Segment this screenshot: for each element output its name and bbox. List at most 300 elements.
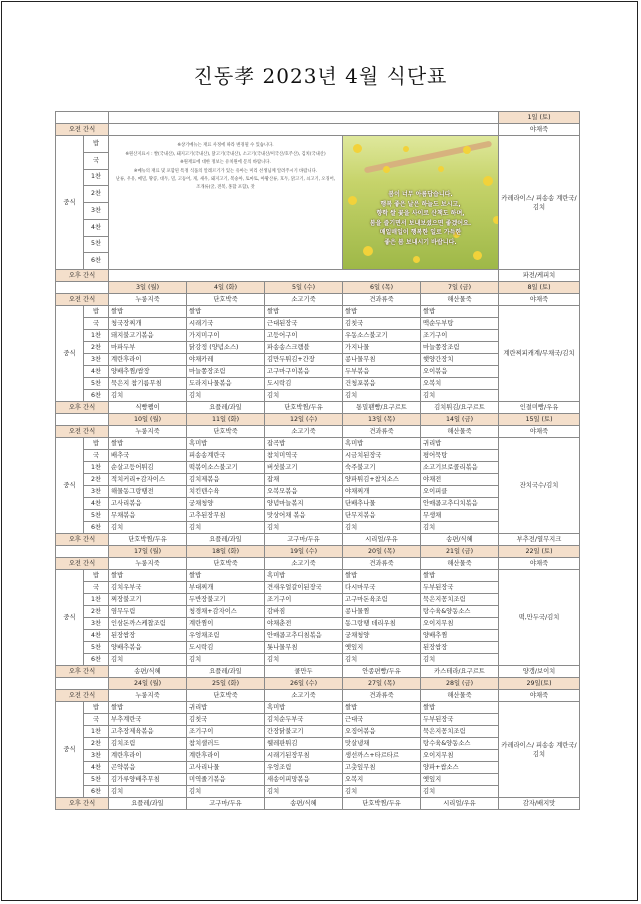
menu-item: 야채춘전: [265, 618, 343, 630]
menu-item: 잡채: [265, 474, 343, 486]
note-line: ※상기메뉴는 재료 사정에 따라 변경될 수 있습니다.: [177, 143, 274, 148]
morning-snack: 해산물죽: [421, 690, 499, 702]
item-label: 2찬: [84, 474, 109, 486]
menu-item: 곤약볶음: [109, 762, 187, 774]
afternoon-snack: 김치튀김/요구르트: [421, 402, 499, 414]
menu-item: 단배추나물: [343, 498, 421, 510]
menu-item: 김치: [187, 522, 265, 534]
table-row: [56, 294, 580, 306]
empty-cell: [56, 282, 109, 294]
day-header: 6일 (목): [343, 282, 421, 294]
day-header: 5일 (수): [265, 282, 343, 294]
item-label: 6찬: [84, 786, 109, 798]
menu-item: 김가루양배추무침: [109, 774, 187, 786]
item-label: 2찬: [84, 606, 109, 618]
menu-item: 김치: [109, 654, 187, 666]
menu-item: 오복모볶음: [265, 486, 343, 498]
morning-snack: 야채죽: [499, 124, 580, 136]
table-row: [56, 112, 580, 124]
menu-item: 다시마무국: [343, 582, 421, 594]
menu-item: 묵은지꽁치조림: [421, 594, 499, 606]
menu-item: 김치: [265, 522, 343, 534]
menu-item: 건청포볶음: [343, 378, 421, 390]
afternoon-snack-label: 오후 간식: [56, 666, 109, 678]
saturday-lunch: 떡,만두국/김치: [499, 570, 580, 666]
menu-item: 양배추찜: [421, 630, 499, 642]
menu-item: 탕수육&양동소스: [421, 606, 499, 618]
menu-item: 우엉채조림: [187, 630, 265, 642]
afternoon-snack: 송편/식혜: [421, 534, 499, 546]
menu-item: 톳나물무침: [265, 642, 343, 654]
menu-item: 김치: [343, 522, 421, 534]
empty-cell: [109, 270, 499, 282]
day-header: 17일 (월): [109, 546, 187, 558]
menu-item: 두부된장국: [421, 582, 499, 594]
item-label: 2찬: [84, 342, 109, 354]
lunch-label: 중식: [56, 438, 84, 534]
afternoon-snack: 요플레/과일: [187, 534, 265, 546]
menu-item: 김치: [109, 522, 187, 534]
menu-item: 김치: [109, 390, 187, 402]
item-label: 6찬: [84, 522, 109, 534]
message-line: 행복 좋은 날은 하늘도 보시고,: [380, 200, 461, 208]
menu-item: 김칫국: [343, 318, 421, 330]
table-row: [56, 702, 580, 714]
menu-item: 김치: [265, 654, 343, 666]
menu-item: 옛잎지: [421, 774, 499, 786]
lunch-label: 중식: [56, 306, 84, 402]
item-label: 4찬: [84, 630, 109, 642]
menu-item: 김치: [187, 654, 265, 666]
morning-snack-label: 오전 간식: [56, 426, 109, 438]
day-header: 27일 (목): [343, 678, 421, 690]
menu-item: 도라지나물볶음: [187, 378, 265, 390]
menu-item: 순살고등어튀김: [109, 462, 187, 474]
note-line: ※메뉴의 재료 및 포함된 특정 식품의 알레르기가 있는 유아는 미리 선생님께 알려주시기 바랍니다.: [133, 168, 318, 174]
menu-item: 배추국: [109, 450, 187, 462]
menu-item: 쌀밥: [343, 570, 421, 582]
table-row: [56, 558, 580, 570]
afternoon-snack: 안종편빵/두유: [343, 666, 421, 678]
day-header: 4일 (화): [187, 282, 265, 294]
afternoon-snack: 양갱/보이치: [499, 666, 580, 678]
item-label: 1찬: [84, 594, 109, 606]
menu-item: 김치: [265, 390, 343, 402]
item-label: 5찬: [84, 642, 109, 654]
morning-snack: 단호박죽: [187, 426, 265, 438]
table-row: [56, 136, 580, 153]
lunch-label: 중식: [56, 570, 84, 666]
item-label: 밥: [84, 136, 109, 153]
menu-table: [55, 111, 580, 810]
saturday-lunch: 카레라이스/ 피송송 계란국/김치: [499, 136, 580, 270]
menu-item: 김치: [421, 786, 499, 798]
menu-item: 오이볶음: [421, 366, 499, 378]
menu-item: 소고기브로콜리볶음: [421, 462, 499, 474]
day-header: 26일 (수): [265, 678, 343, 690]
menu-item: 쌀밥: [343, 306, 421, 318]
message-line: 봄을 즐기면서 보내보셨으면 좋겠어요.: [369, 219, 472, 227]
menu-item: 청국장찌개: [109, 318, 187, 330]
empty-cell: [109, 124, 499, 136]
menu-item: 오이지무침: [421, 750, 499, 762]
item-label: 4찬: [84, 498, 109, 510]
menu-item: 우동소스불고기: [343, 330, 421, 342]
menu-item: 시금치된장국: [343, 450, 421, 462]
menu-item: 치킨텐수육: [187, 486, 265, 498]
day-header: 22일 (토): [499, 546, 580, 558]
menu-item: 마늘쫑장조림: [187, 366, 265, 378]
afternoon-snack: 단호박찜/두유: [109, 534, 187, 546]
afternoon-snack: 요플레/과일: [187, 402, 265, 414]
menu-item: 계란후라이: [187, 750, 265, 762]
menu-item: 옛잎지: [343, 642, 421, 654]
item-label: 6찬: [84, 390, 109, 402]
menu-item: 양배추찜/쌈장: [109, 366, 187, 378]
day-header: 7일 (금): [421, 282, 499, 294]
menu-item: 고춧잎무침: [343, 762, 421, 774]
item-label: 5찬: [84, 774, 109, 786]
morning-snack: 누룽지죽: [109, 558, 187, 570]
menu-item: 흑미밥: [343, 438, 421, 450]
menu-item: 야채카레: [187, 354, 265, 366]
item-label: 6찬: [84, 253, 109, 270]
menu-item: 쌀밥: [421, 570, 499, 582]
menu-item: 닭강정 (양념소스): [187, 342, 265, 354]
afternoon-snack: 단호박찜/두유: [265, 402, 343, 414]
item-label: 1찬: [84, 726, 109, 738]
item-label: 국: [84, 152, 109, 169]
table-row: [56, 282, 580, 294]
menu-item: 흑미밥: [265, 570, 343, 582]
day-header: 29일(토): [499, 678, 580, 690]
morning-snack-label: 오전 간식: [56, 294, 109, 306]
menu-item: 맛상어채 볶음: [265, 510, 343, 522]
morning-snack-label: 오전 간식: [56, 690, 109, 702]
menu-item: 쌀밥: [421, 306, 499, 318]
menu-item: 김치: [109, 786, 187, 798]
menu-item: 평어묵탕: [421, 450, 499, 462]
table-row: [56, 270, 580, 282]
menu-item: 맛살냉채: [343, 738, 421, 750]
afternoon-snack: 송편/식혜: [109, 666, 187, 678]
menu-item: 도시락김: [265, 378, 343, 390]
table-row: [56, 666, 580, 678]
menu-item: 적치커리+감자이스: [109, 474, 187, 486]
day-header: 14일 (금): [421, 414, 499, 426]
morning-snack: 야채죽: [499, 558, 580, 570]
item-label: 4찬: [84, 366, 109, 378]
menu-item: 김칫국: [187, 714, 265, 726]
table-row: [56, 570, 580, 582]
morning-snack-label: 오전 간식: [56, 124, 109, 136]
menu-item: 고등어구이: [265, 330, 343, 342]
empty-cell: [56, 414, 109, 426]
day-header: 24일 (월): [109, 678, 187, 690]
menu-item: 고추된장무침: [187, 510, 265, 522]
morning-snack: 단호박죽: [187, 558, 265, 570]
table-row: [56, 438, 580, 450]
empty-cell: [56, 112, 109, 124]
menu-item: 김치: [421, 654, 499, 666]
menu-item: 찌장불고기: [109, 594, 187, 606]
menu-item: 쌀밥: [187, 570, 265, 582]
day-header: 12일 (수): [265, 414, 343, 426]
menu-item: 묵은지 참기름무침: [109, 378, 187, 390]
table-row: [56, 426, 580, 438]
morning-snack: 누룽지죽: [109, 294, 187, 306]
menu-item: 콩나물찜: [343, 606, 421, 618]
morning-snack: 소고기죽: [265, 690, 343, 702]
afternoon-snack: 송편/식혜: [265, 798, 343, 810]
morning-snack-label: 오전 간식: [56, 558, 109, 570]
menu-item: 무생채: [421, 510, 499, 522]
morning-snack: 해산물죽: [421, 558, 499, 570]
afternoon-snack: 시리얼/우유: [343, 534, 421, 546]
menu-item: 김치: [187, 390, 265, 402]
table-row: [56, 306, 580, 318]
item-label: 3찬: [84, 618, 109, 630]
menu-item: 야채찌개: [343, 486, 421, 498]
item-label: 1찬: [84, 462, 109, 474]
menu-item: 김만두튀김+간장: [265, 354, 343, 366]
menu-item: 근대국: [343, 714, 421, 726]
day-header: 8일 (토): [499, 282, 580, 294]
afternoon-snack: 단호박찜/두유: [343, 798, 421, 810]
menu-item: 오징어볶음: [343, 726, 421, 738]
morning-snack: 견과류죽: [343, 294, 421, 306]
morning-snack: 단호박죽: [187, 690, 265, 702]
menu-item: 참치샐러드: [187, 738, 265, 750]
menu-item: 김치조림: [109, 738, 187, 750]
menu-item: 야채전: [421, 474, 499, 486]
item-label: 밥: [84, 570, 109, 582]
item-label: 5찬: [84, 378, 109, 390]
menu-item: 인삼돈까스케찹조림: [109, 618, 187, 630]
table-row: [56, 678, 580, 690]
afternoon-snack: 요플레/과일: [187, 666, 265, 678]
empty-cell: [56, 678, 109, 690]
menu-item: 조기구이: [265, 594, 343, 606]
spring-illustration: [343, 136, 498, 269]
menu-item: 웰레판튀김: [265, 738, 343, 750]
morning-snack: 해산물죽: [421, 294, 499, 306]
empty-cell: [109, 112, 499, 124]
morning-snack: 견과류죽: [343, 426, 421, 438]
item-label: 1찬: [84, 330, 109, 342]
lunch-label: 중식: [56, 136, 84, 270]
afternoon-snack-label: 오후 간식: [56, 270, 109, 282]
item-label: 3찬: [84, 750, 109, 762]
morning-snack: 해산물죽: [421, 426, 499, 438]
menu-item: 두부볶음: [343, 366, 421, 378]
item-label: 국: [84, 450, 109, 462]
message-line: 매일매일이 행복한 일로 가득한: [379, 229, 462, 237]
menu-item: 단무지볶음: [343, 510, 421, 522]
menu-item: 된장쌈장: [109, 630, 187, 642]
menu-item: 계란후라이: [109, 354, 187, 366]
menu-item: 궁채청양: [343, 630, 421, 642]
item-label: 국: [84, 318, 109, 330]
spring-picture: [343, 136, 499, 270]
item-label: 밥: [84, 438, 109, 450]
morning-snack: 누룽지죽: [109, 690, 187, 702]
menu-item: 버섯불고기: [265, 462, 343, 474]
menu-item: 동그랑땡 데리우침: [343, 618, 421, 630]
day-header: 19일 (수): [265, 546, 343, 558]
item-label: 5찬: [84, 236, 109, 253]
menu-item: 고사리나물: [187, 762, 265, 774]
menu-item: 가지미구이: [187, 330, 265, 342]
table-row: [56, 534, 580, 546]
menu-item: 궁채청양: [187, 498, 265, 510]
menu-item: 계란후라이: [109, 750, 187, 762]
menu-item: 쌀밥: [421, 702, 499, 714]
menu-item: 간장닭불고기: [265, 726, 343, 738]
menu-item: 묵은지꽁치조림: [421, 726, 499, 738]
menu-item: 안매콤고추디치볶음: [421, 498, 499, 510]
menu-item: 김치: [187, 786, 265, 798]
day-header: 1일 (토): [499, 112, 580, 124]
day-header: 3일 (월): [109, 282, 187, 294]
menu-item: 귀리밥: [187, 702, 265, 714]
menu-item: 가지나물: [343, 342, 421, 354]
menu-item: 새송이피망볶음: [265, 774, 343, 786]
afternoon-snack: 부추전/열무지크: [499, 534, 580, 546]
note-line: ※원산지표시 : 쌀(국내산), 돼지고기(국내산), 닭고기(국내산), 소고기(국내산/미국산/호주산), 김치(국내산): [125, 151, 326, 157]
menu-item: 우엉조림: [265, 762, 343, 774]
menu-item: 계란찜이: [187, 618, 265, 630]
menu-item: 양배추볶음: [109, 642, 187, 654]
afternoon-snack-label: 오후 간식: [56, 534, 109, 546]
menu-item: 김치우부국: [109, 582, 187, 594]
menu-item: 된장쌈장: [421, 642, 499, 654]
menu-item: 참치미역국: [265, 450, 343, 462]
afternoon-snack: 고구마/두유: [187, 798, 265, 810]
page-title: 진동孝 2023년 4월 식단표: [193, 64, 448, 88]
menu-item: 김치제볶음: [187, 474, 265, 486]
table-row: [56, 402, 580, 414]
afternoon-snack: 고구마/두유: [265, 534, 343, 546]
menu-item: 김치순두부국: [265, 714, 343, 726]
menu-item: 쌀밥: [343, 702, 421, 714]
day-header: 13일 (목): [343, 414, 421, 426]
day-header: 25일 (화): [187, 678, 265, 690]
afternoon-snack-label: 오후 간식: [56, 798, 109, 810]
menu-item: 고추장제육볶음: [109, 726, 187, 738]
menu-item: 탕수육&양동소스: [421, 738, 499, 750]
item-label: 5찬: [84, 510, 109, 522]
menu-item: 양파+쌈소스: [421, 762, 499, 774]
item-label: 3찬: [84, 354, 109, 366]
menu-item: 감바짐: [265, 606, 343, 618]
morning-snack: 단호박죽: [187, 294, 265, 306]
menu-item: 조기구이: [421, 330, 499, 342]
menu-item: 부추계란국: [109, 714, 187, 726]
menu-item: 부대찌개: [187, 582, 265, 594]
message-line: 향학 쌀 꽃을 사이로 산책도 하며,: [376, 210, 465, 218]
afternoon-snack: 요플레/과일: [109, 798, 187, 810]
afternoon-snack: 시리얼/우유: [421, 798, 499, 810]
day-header: 10일 (월): [109, 414, 187, 426]
menu-item: 염무두림: [109, 606, 187, 618]
item-label: 2찬: [84, 738, 109, 750]
menu-item: 오복치: [421, 378, 499, 390]
menu-item: 시래기국: [187, 318, 265, 330]
item-label: 국: [84, 714, 109, 726]
note-line: ※원재료에 대한 정보는 유치원에 문의 바랍니다.: [180, 160, 271, 165]
morning-snack: 야채죽: [499, 294, 580, 306]
menu-item: 김치: [265, 786, 343, 798]
menu-item: 미역줄기볶음: [187, 774, 265, 786]
menu-item: 도시락김: [187, 642, 265, 654]
saturday-lunch: 잔치국수/김치: [499, 438, 580, 534]
morning-snack: 소고기죽: [265, 294, 343, 306]
menu-item: 잡곡밥: [265, 438, 343, 450]
menu-item: 무채볶음: [109, 510, 187, 522]
menu-item: 쌀밥: [109, 702, 187, 714]
saturday-lunch: 카레라이스/ 피송송 계란국/김치: [499, 702, 580, 798]
menu-item: 햇양간장치: [421, 354, 499, 366]
saturday-lunch: 계란찌피캐계/무채국/김치: [499, 306, 580, 402]
afternoon-snack: 식빵쨈이: [109, 402, 187, 414]
note-line: 난류, 우유, 메밀, 땅콩, 대두, 밀, 고등어, 게, 새우, 돼지고기, 복숭아, 토마토, 아황산류, 호두, 닭고기, 쇠고기, 오징어, 조개류(굴, 전복, 홍합 포함), 잣: [115, 177, 336, 190]
menu-item: 시래기된장무침: [265, 750, 343, 762]
menu-item: 김치: [343, 786, 421, 798]
morning-snack: 소고기죽: [265, 558, 343, 570]
menu-item: 파송송스크램블: [265, 342, 343, 354]
menu-item: 마파두부: [109, 342, 187, 354]
afternoon-snack-label: 오후 간식: [56, 402, 109, 414]
menu-item: 김치: [421, 522, 499, 534]
menu-item: 두반장불고기: [187, 594, 265, 606]
menu-item: 두부된장국: [421, 714, 499, 726]
menu-item: 고구마구이볶음: [265, 366, 343, 378]
item-label: 1찬: [84, 169, 109, 186]
table-row: [56, 690, 580, 702]
day-header: 28일 (금): [421, 678, 499, 690]
morning-snack: 견과류죽: [343, 558, 421, 570]
menu-item: 조기구이: [187, 726, 265, 738]
menu-item: 흑미밥: [187, 438, 265, 450]
menu-item: 귀리밥: [421, 438, 499, 450]
item-label: 3찬: [84, 203, 109, 220]
afternoon-snack: 통밀팬빵/요구르트: [343, 402, 421, 414]
menu-item: 돼지불고기볶음: [109, 330, 187, 342]
item-label: 밥: [84, 306, 109, 318]
morning-snack: 누룽지죽: [109, 426, 187, 438]
table-row: [56, 124, 580, 136]
notes-panel: [109, 136, 343, 270]
menu-item: 오복지: [343, 774, 421, 786]
table-row: [56, 546, 580, 558]
table-row: [56, 414, 580, 426]
menu-item: 마늘쫑장조림: [421, 342, 499, 354]
menu-item: 맥순두부탕: [421, 318, 499, 330]
day-header: 21일 (금): [421, 546, 499, 558]
item-label: 6찬: [84, 654, 109, 666]
day-header: 20일 (목): [343, 546, 421, 558]
menu-item: 쌀밥: [109, 570, 187, 582]
spring-message: [343, 190, 498, 248]
menu-item: 근대된장국: [265, 318, 343, 330]
morning-snack: 야채죽: [499, 426, 580, 438]
menu-item: 김치: [343, 390, 421, 402]
item-label: 국: [84, 582, 109, 594]
menu-item: 콩나물무침: [343, 354, 421, 366]
menu-item: 쌀밥: [265, 306, 343, 318]
item-label: 4찬: [84, 219, 109, 236]
